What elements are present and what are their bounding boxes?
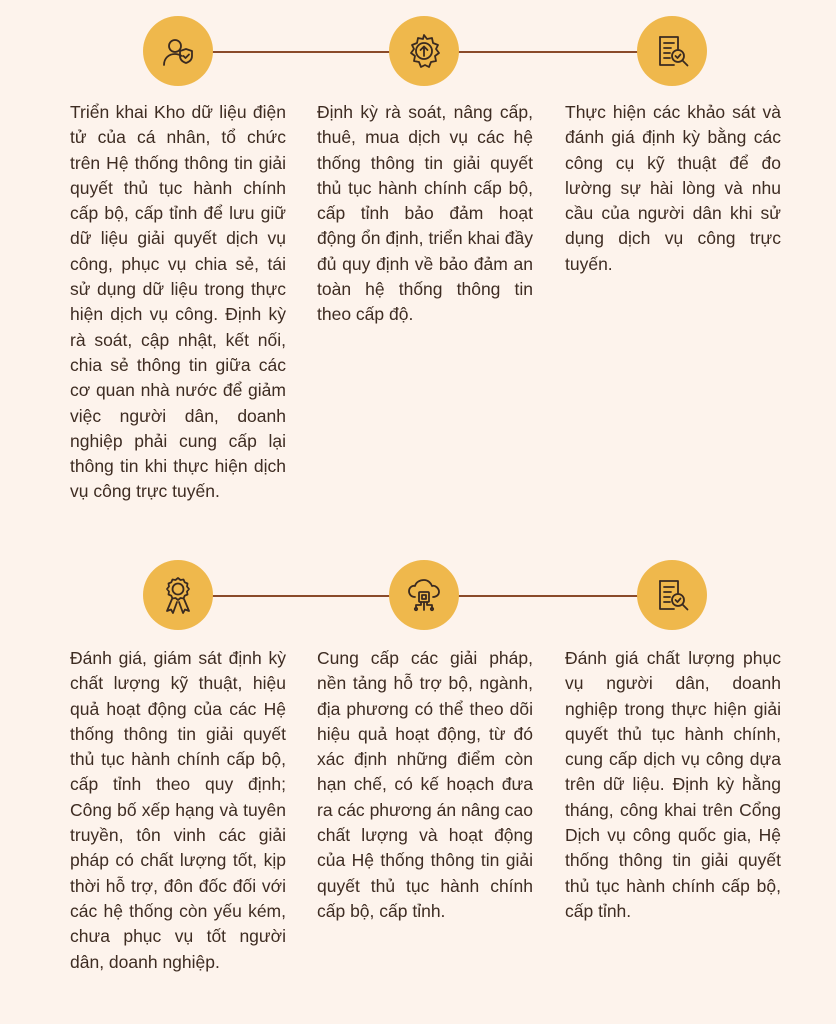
user-shield-icon [143,16,213,86]
item-text: Đánh giá, giám sát định kỳ chất lượng kỹ thuật, hiệu quả hoạt động của các Hệ thống thông tin giải quyết thủ tục hành chính cấp bộ, cấp tỉnh theo quy định; Công bố xếp hạng và tuyên truyền, tôn vinh các giải pháp có chất lượng tốt, kịp thời hỗ trợ, đôn đốc đối với các hệ thống còn yếu kém, chưa phục vụ tốt người dân, doanh nghiệp. [70,648,286,972]
report-check-icon [637,16,707,86]
item-text: Cung cấp các giải pháp, nền tảng hỗ trợ bộ, ngành, địa phương có thể theo dõi hiệu quả hoạt động, từ đó xác định những điểm còn hạn chế, có kế hoạch đưa ra các phương án nâng cao chất lượng và hoạt động của Hệ thống thông tin giải quyết thủ tục hành chính cấp bộ, cấp tỉnh. [317,648,533,921]
gear-upgrade-icon [389,16,459,86]
item-text: Đánh giá chất lượng phục vụ người dân, doanh nghiệp trong thực hiện giải quyết thủ tục hành chính, cung cấp dịch vụ công dựa trên dữ liệu. Định kỳ hằng tháng, công khai trên Cổng Dịch vụ công quốc gia, Hệ thống thông tin giải quyết thủ tục hành chính cấp bộ, cấp tỉnh. [565,648,781,921]
bottom-row [0,540,836,1024]
item-text: Triển khai Kho dữ liệu điện tử của cá nhân, tổ chức trên Hệ thống thông tin giải quyết thủ tục hành chính cấp bộ, cấp tỉnh để lưu giữ dữ liệu giải quyết dịch vụ công, phục vụ chia sẻ, tái sử dụng dữ liệu trong thực hiện dịch vụ công. Định kỳ rà soát, cập nhật, kết nối, chia sẻ thông tin giữa các cơ quan nhà nước để giảm việc người dân, doanh nghiệp phải cung cấp lại thông tin khi thực hiện dịch vụ công trực tuyến. [70,102,286,502]
report-check-icon [637,560,707,630]
item-text: Thực hiện các khảo sát và đánh giá định kỳ bằng các công cụ kỹ thuật để đo lường sự hài lòng và nhu cầu của người dân khi sử dụng dịch vụ công trực tuyến. [565,102,781,274]
cloud-chip-icon [389,560,459,630]
item-text: Định kỳ rà soát, nâng cấp, thuê, mua dịch vụ các hệ thống thông tin giải quyết thủ tục hành chính cấp bộ, cấp tỉnh bảo đảm hoạt động ổn định, triển khai đầy đủ quy định về bảo đảm an toàn hệ thống thông tin theo cấp độ. [317,102,533,325]
award-ribbon-icon [143,560,213,630]
